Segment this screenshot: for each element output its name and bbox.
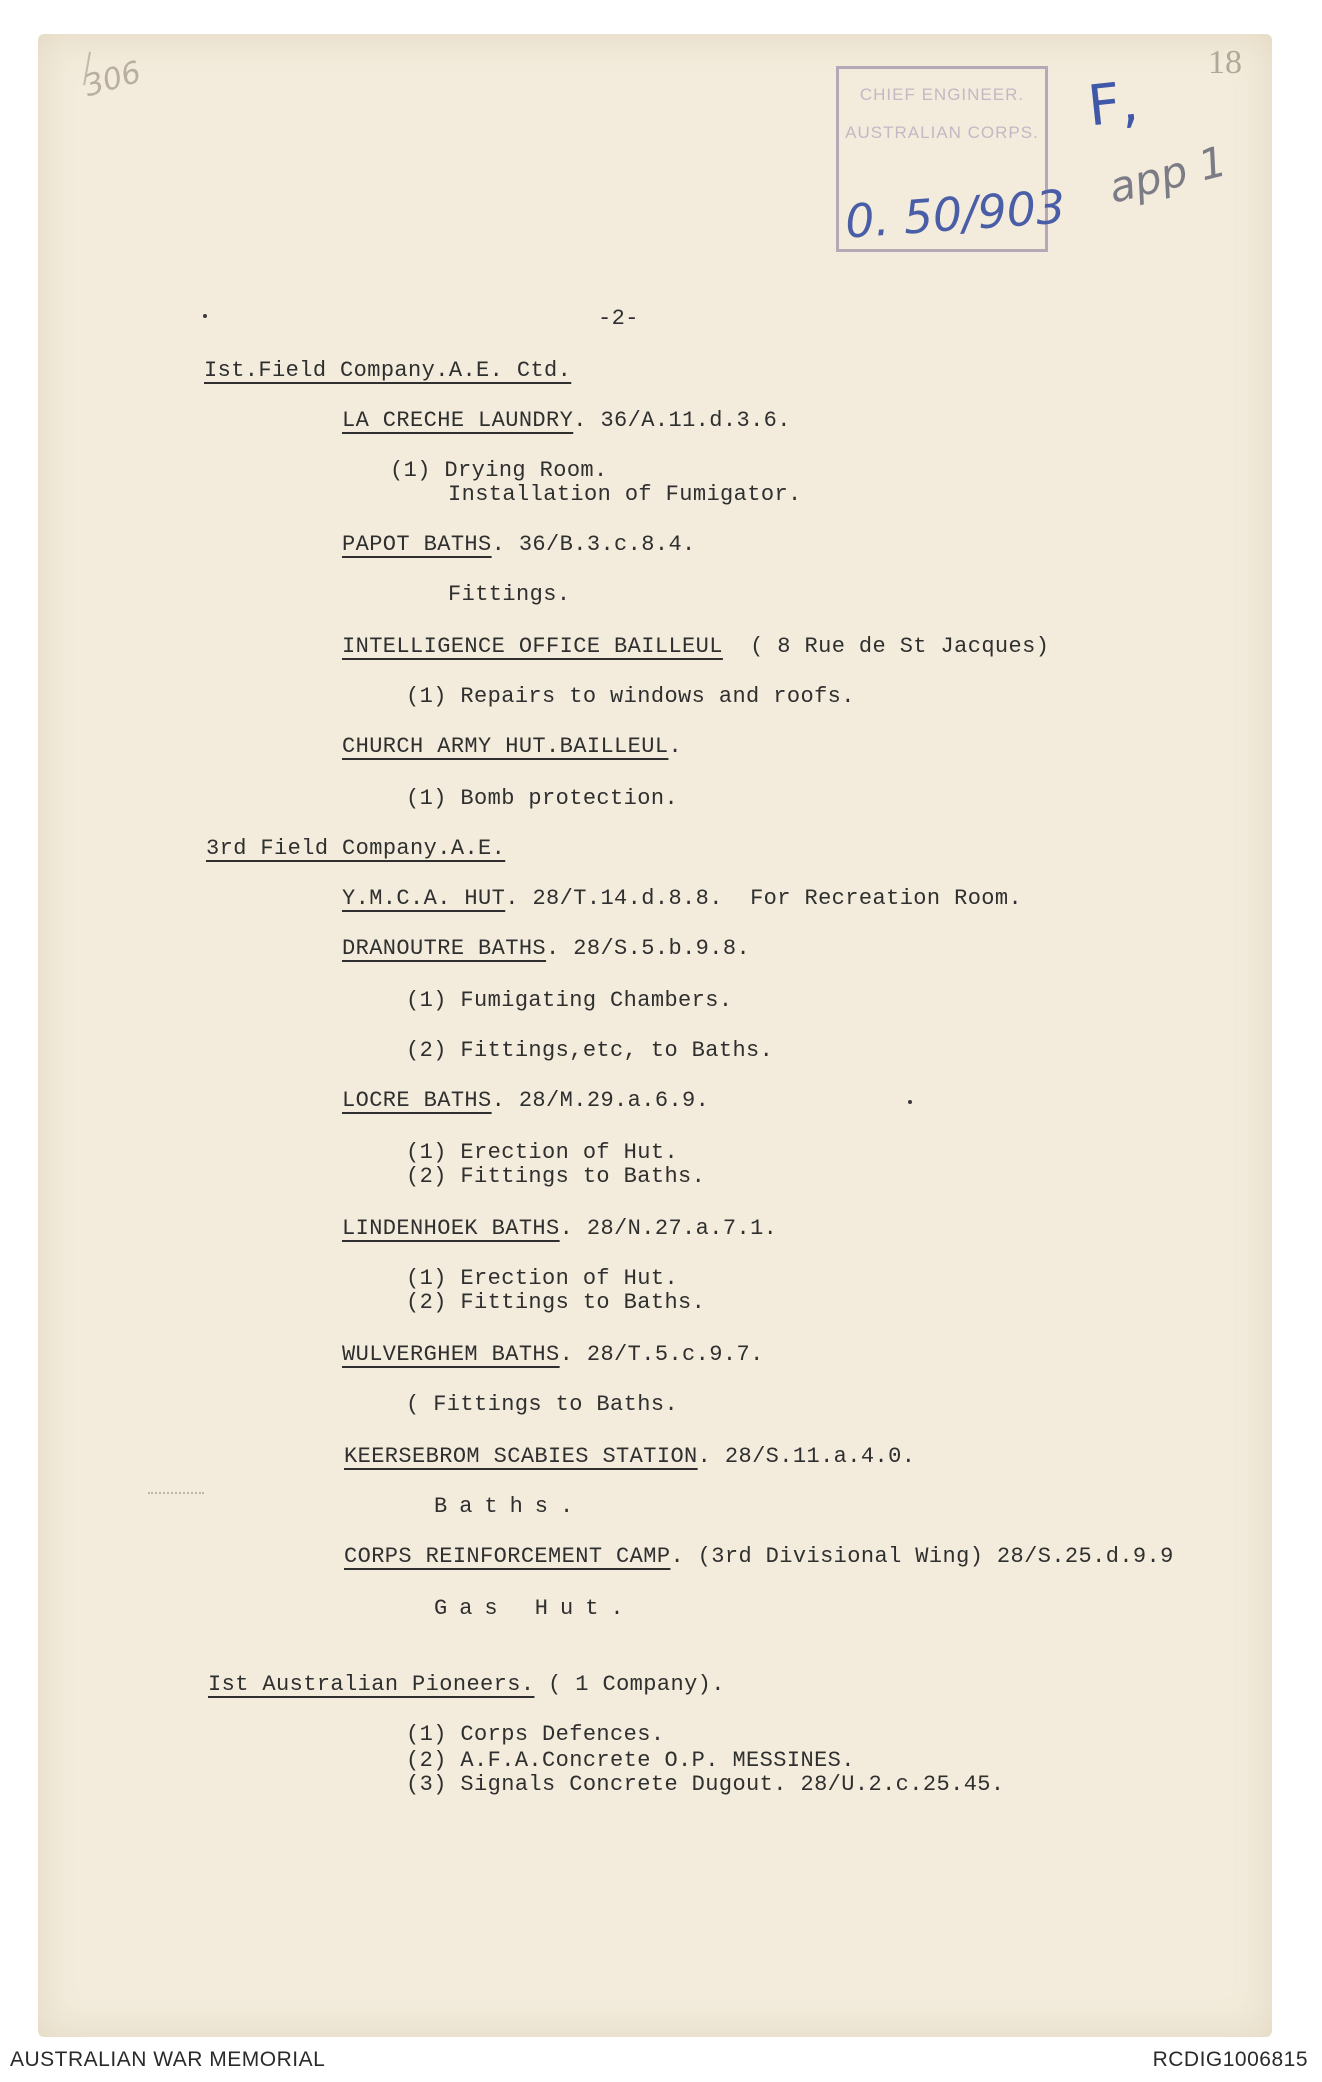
list-item: (2) Fittings,etc, to Baths. bbox=[406, 1038, 774, 1063]
page-number: 18 bbox=[1208, 44, 1242, 81]
list-item: (1) Repairs to windows and roofs. bbox=[406, 684, 855, 709]
list-item: (1) Erection of Hut. bbox=[406, 1140, 679, 1165]
section-heading-1st-field-company: Ist.Field Company.A.E. Ctd. bbox=[204, 358, 572, 383]
entry-corps-reinforcement-camp: CORPS REINFORCEMENT CAMP. (3rd Divisional Wing) 28/S.25.d.9.9 bbox=[344, 1544, 1174, 1569]
stray-dot bbox=[908, 1100, 912, 1104]
entry-dranoutre-baths: DRANOUTRE BATHS. 28/S.5.b.9.8. bbox=[342, 936, 751, 961]
list-item: (1) Bomb protection. bbox=[406, 786, 679, 811]
list-item: (1) Corps Defences. bbox=[406, 1722, 665, 1747]
list-item: (3) Signals Concrete Dugout. 28/U.2.c.25.45. bbox=[406, 1772, 1005, 1797]
margin-dots bbox=[148, 1492, 204, 1494]
stamp-line-1: CHIEF ENGINEER. bbox=[859, 85, 1025, 104]
footer-archive-name: AUSTRALIAN WAR MEMORIAL bbox=[10, 2048, 326, 2071]
list-item: Installation of Fumigator. bbox=[448, 482, 802, 507]
pencil-annotation: app 1 bbox=[1103, 136, 1232, 213]
section-heading-australian-pioneers: Ist Australian Pioneers. ( 1 Company). bbox=[208, 1672, 725, 1697]
list-item: ( Fittings to Baths. bbox=[406, 1392, 679, 1417]
entry-papot-baths: PAPOT BATHS. 36/B.3.c.8.4. bbox=[342, 532, 696, 557]
list-item: (2) Fittings to Baths. bbox=[406, 1164, 706, 1189]
stamp-line-2: AUSTRALIAN CORPS. bbox=[845, 123, 1039, 142]
chief-engineer-stamp bbox=[836, 66, 1067, 252]
list-item: (2) Fittings to Baths. bbox=[406, 1290, 706, 1315]
pencil-number: 306 bbox=[80, 54, 145, 105]
stamp-file-number: 0. 50/903 bbox=[843, 179, 1067, 249]
entry-lindenhoek-baths: LINDENHOEK BATHS. 28/N.27.a.7.1. bbox=[342, 1216, 778, 1241]
list-item: (1) Fumigating Chambers. bbox=[406, 988, 733, 1013]
list-item: Baths. bbox=[434, 1494, 586, 1519]
entry-wulverghem-baths: WULVERGHEM BATHS. 28/T.5.c.9.7. bbox=[342, 1342, 764, 1367]
section-heading-3rd-field-company: 3rd Field Company.A.E. bbox=[206, 836, 506, 861]
entry-locre-baths: LOCRE BATHS. 28/M.29.a.6.9. bbox=[342, 1088, 710, 1113]
entry-ymca-hut: Y.M.C.A. HUT. 28/T.14.d.8.8. For Recreation Room. bbox=[342, 886, 1023, 911]
footer-record-id: RCDIG1006815 bbox=[1152, 2048, 1308, 2071]
list-item: (2) A.F.A.Concrete O.P. MESSINES. bbox=[406, 1748, 855, 1773]
stray-dot bbox=[203, 314, 207, 318]
list-item: (1) Erection of Hut. bbox=[406, 1266, 679, 1291]
blue-ink-annotation: F, bbox=[1084, 69, 1142, 140]
page-marker: -2- bbox=[598, 306, 639, 331]
entry-intelligence-office: INTELLIGENCE OFFICE BAILLEUL ( 8 Rue de St Jacques) bbox=[342, 634, 1050, 659]
entry-keersebrom-scabies-station: KEERSEBROM SCABIES STATION. 28/S.11.a.4.0. bbox=[344, 1444, 916, 1469]
entry-la-creche-laundry: LA CRECHE LAUNDRY. 36/A.11.d.3.6. bbox=[342, 408, 791, 433]
list-item: (1) Drying Room. bbox=[390, 458, 608, 483]
list-item: Gas Hut. bbox=[434, 1596, 636, 1621]
entry-church-army-hut: CHURCH ARMY HUT.BAILLEUL. bbox=[342, 734, 683, 759]
list-item: Fittings. bbox=[448, 582, 571, 607]
